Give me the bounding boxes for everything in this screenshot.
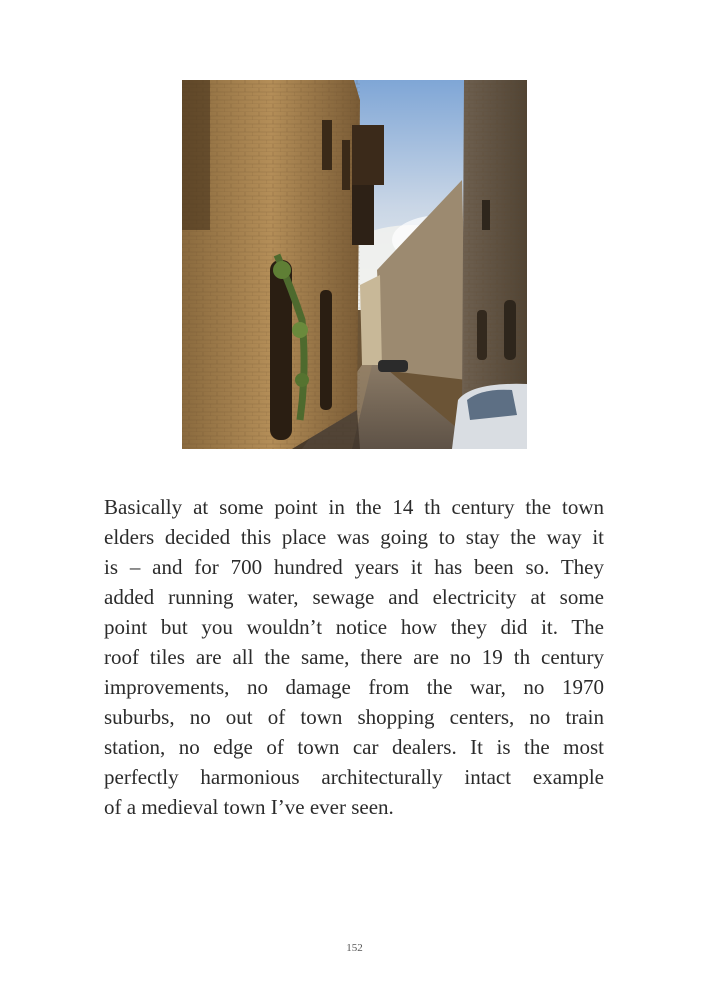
paragraph-line: station, no edge of town car dealers. It is the most (104, 735, 604, 759)
paragraph-line: suburbs, no out of town shopping centers, no train (104, 705, 604, 729)
page-number: 152 (346, 942, 363, 954)
street-photo-illustration (182, 80, 527, 449)
paragraph-line: Basically at some point in the 14 th century the town (104, 495, 604, 519)
body-paragraph (104, 492, 604, 822)
paragraph-line: elders decided this place was going to stay the way it (104, 525, 604, 549)
paragraph-line: is – and for 700 hundred years it has been so. They (104, 555, 604, 579)
paragraph-line: added running water, sewage and electricity at some (104, 585, 604, 609)
paragraph-line: perfectly harmonious architecturally intact example (104, 765, 604, 789)
paragraph-line: point but you wouldn’t notice how they did it. The (104, 615, 604, 639)
paragraph-line: of a medieval town I’ve ever seen. (104, 795, 394, 819)
paragraph-line: roof tiles are all the same, there are no 19 th century (104, 645, 604, 669)
paragraph-line: improvements, no damage from the war, no 1970 (104, 675, 604, 699)
street-photo (182, 80, 527, 449)
